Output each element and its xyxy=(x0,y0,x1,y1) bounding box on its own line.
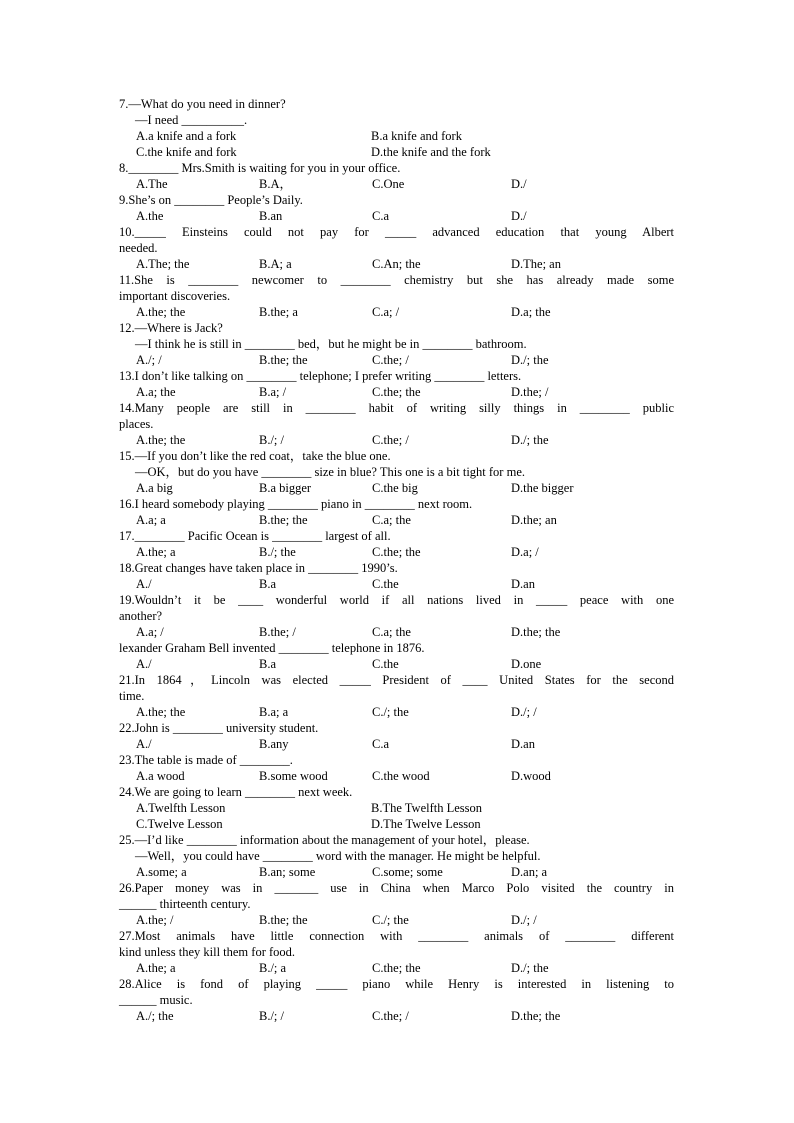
question-text-line: 12.—Where is Jack? xyxy=(119,321,223,335)
answer-option-b: B.an xyxy=(259,209,283,223)
question-q28 xyxy=(119,976,674,1024)
answer-option-a: A.the; a xyxy=(136,545,176,559)
answer-option-b: B.the; / xyxy=(259,625,296,639)
question-q13 xyxy=(119,368,674,400)
answer-option-d: D.one xyxy=(511,657,542,671)
answer-option-d: D.the; the xyxy=(511,1009,561,1023)
answer-option-b: B.a; / xyxy=(259,385,287,399)
question-text-line: 28.Alice is fond of playing _____ piano while Henry is interested in listening to xyxy=(119,977,674,991)
question-text-line: —OK，but do you have ________ size in blue? This one is a bit tight for me. xyxy=(135,465,525,479)
question-text-line: 22.John is ________ university student. xyxy=(119,721,319,735)
answer-option-a: A.the xyxy=(136,209,164,223)
answer-options xyxy=(119,256,674,272)
answer-option-a: A.the; the xyxy=(136,705,186,719)
question-text-line: 15.—If you don’t like the red coat，take the blue one. xyxy=(119,449,391,463)
answer-option-d: D.an xyxy=(511,737,535,751)
answer-options xyxy=(119,128,674,144)
answer-option-b: B.any xyxy=(259,737,289,751)
answer-option-c: C.the xyxy=(372,577,399,591)
answer-option-b: B./; a xyxy=(259,961,287,975)
answer-option-a: A.the; a xyxy=(136,961,176,975)
question-text-line: 27.Most animals have little connection with ________ animals of ________ different xyxy=(119,929,674,943)
answer-options xyxy=(119,304,674,320)
answer-option-a: A.a wood xyxy=(136,769,185,783)
answer-option-c: C.a xyxy=(372,209,390,223)
answer-option-c: C.Twelve Lesson xyxy=(136,817,223,831)
answer-option-c: C.a; the xyxy=(372,513,411,527)
answer-options xyxy=(119,432,674,448)
question-text-line: 26.Paper money was in _______ use in China when Marco Polo visited the country in xyxy=(119,881,674,895)
answer-option-a: A.the; the xyxy=(136,305,186,319)
answer-options xyxy=(119,208,674,224)
answer-option-d: D./; the xyxy=(511,433,549,447)
question-q10 xyxy=(119,224,674,272)
answer-option-b: B.The Twelfth Lesson xyxy=(371,801,483,815)
question-q9 xyxy=(119,192,674,224)
answer-option-d: D.the; / xyxy=(511,385,549,399)
answer-option-d: D./; the xyxy=(511,353,549,367)
question-text-line: 9.She’s on ________ People’s Daily. xyxy=(119,193,303,207)
answer-option-b: B.some wood xyxy=(259,769,328,783)
answer-option-d: D.The Twelve Lesson xyxy=(371,817,481,831)
answer-option-a: A./; / xyxy=(136,353,162,367)
answer-options xyxy=(119,704,674,720)
question-q21 xyxy=(119,672,674,720)
question-text-line: 24.We are going to learn ________ next week. xyxy=(119,785,353,799)
question-text-line: another? xyxy=(119,609,163,623)
answer-option-d: D.the bigger xyxy=(511,481,574,495)
question-text-line: 8.________ Mrs.Smith is waiting for you in your office. xyxy=(119,161,401,175)
answer-option-b: B.the; the xyxy=(259,513,308,527)
answer-option-b: B.the; a xyxy=(259,305,298,319)
answer-option-b: B.an; some xyxy=(259,865,316,879)
question-q14 xyxy=(119,400,674,448)
question-text-line: 23.The table is made of ________. xyxy=(119,753,293,767)
answer-option-d: D./; the xyxy=(511,961,549,975)
question-q20 xyxy=(119,640,674,672)
answer-options xyxy=(119,768,674,784)
answer-option-c: C.the; / xyxy=(372,353,409,367)
answer-option-a: A./; the xyxy=(136,1009,174,1023)
answer-options xyxy=(119,1008,674,1024)
answer-option-b: B.the; the xyxy=(259,913,308,927)
answer-option-a: A.Twelfth Lesson xyxy=(136,801,226,815)
answer-option-b: B.A; a xyxy=(259,257,292,271)
answer-option-d: D.a; / xyxy=(511,545,539,559)
answer-option-d: D.the; the xyxy=(511,625,561,639)
answer-option-b: B.a; a xyxy=(259,705,289,719)
question-q7 xyxy=(119,96,674,160)
answer-options xyxy=(119,544,674,560)
answer-option-c: C.the; / xyxy=(372,1009,409,1023)
answer-option-a: A.The; the xyxy=(136,257,190,271)
answer-option-c: C.One xyxy=(372,177,405,191)
answer-option-b: B.a xyxy=(259,577,277,591)
answer-option-a: A./ xyxy=(136,737,152,751)
question-text-line: needed. xyxy=(119,241,158,255)
answer-option-c: C.the wood xyxy=(372,769,430,783)
answer-option-c: C.some; some xyxy=(372,865,443,879)
question-q19 xyxy=(119,592,674,640)
question-text-line: time. xyxy=(119,689,145,703)
answer-option-a: A.some; a xyxy=(136,865,187,879)
question-text-line: —I need __________. xyxy=(135,113,248,127)
question-text-line: 13.I don’t like talking on ________ telephone; I prefer writing ________ letters. xyxy=(119,369,522,383)
answer-options xyxy=(119,144,674,160)
question-q16 xyxy=(119,496,674,528)
answer-options xyxy=(119,656,674,672)
question-text-line: 17.________ Pacific Ocean is ________ largest of all. xyxy=(119,529,391,543)
answer-option-c: C.the xyxy=(372,657,399,671)
question-q27 xyxy=(119,928,674,976)
answer-option-b: B.the; the xyxy=(259,353,308,367)
answer-option-d: D.wood xyxy=(511,769,551,783)
answer-options xyxy=(119,352,674,368)
answer-option-a: A.a; a xyxy=(136,513,166,527)
answer-option-d: D./ xyxy=(511,209,527,223)
question-text-line: important discoveries. xyxy=(119,289,231,303)
question-q23 xyxy=(119,752,674,784)
answer-option-a: A.a knife and a fork xyxy=(136,129,237,143)
question-text-line: —I think he is still in ________ bed，but he might be in ________ bathroom. xyxy=(135,337,527,351)
answer-option-c: C.the; the xyxy=(372,961,421,975)
answer-option-a: A./ xyxy=(136,657,152,671)
question-q17 xyxy=(119,528,674,560)
answer-option-d: D.The; an xyxy=(511,257,561,271)
answer-option-d: D.an xyxy=(511,577,535,591)
question-text-line: 11.She is ________ newcomer to ________ chemistry but she has already made some xyxy=(119,273,674,287)
answer-option-b: B./; / xyxy=(259,1009,285,1023)
question-text-line: kind unless they kill them for food. xyxy=(119,945,296,959)
question-text-line: lexander Graham Bell invented ________ telephone in 1876. xyxy=(119,641,425,655)
answer-options xyxy=(119,912,674,928)
question-text-line: 19.Wouldn’t it be ____ wonderful world if all nations lived in _____ peace with one xyxy=(119,593,674,607)
answer-options xyxy=(119,480,674,496)
answer-option-a: A.a; the xyxy=(136,385,176,399)
answer-option-d: D.a; the xyxy=(511,305,551,319)
answer-options xyxy=(119,736,674,752)
question-text-line: ______ music. xyxy=(119,993,193,1007)
answer-option-d: D./; / xyxy=(511,705,537,719)
answer-option-b: B.A， xyxy=(259,177,292,191)
answer-option-a: A.a; / xyxy=(136,625,164,639)
answer-option-c: C.a; / xyxy=(372,305,400,319)
question-q22 xyxy=(119,720,674,752)
answer-options xyxy=(119,384,674,400)
answer-option-b: B.a knife and fork xyxy=(371,129,462,143)
answer-option-b: B.a xyxy=(259,657,277,671)
answer-option-d: D.an; a xyxy=(511,865,548,879)
question-q25 xyxy=(119,832,674,880)
answer-option-c: C.a xyxy=(372,737,390,751)
answer-option-d: D.the knife and the fork xyxy=(371,145,491,159)
question-text-line: 21.In 1864，Lincoln was elected _____ President of ____ United States for the second xyxy=(119,673,674,687)
answer-option-c: C.the; the xyxy=(372,385,421,399)
answer-options xyxy=(119,576,674,592)
answer-option-b: B./; / xyxy=(259,433,285,447)
question-q26 xyxy=(119,880,674,928)
answer-option-d: D./; / xyxy=(511,913,537,927)
document-page xyxy=(119,96,674,1024)
answer-option-c: C.the; / xyxy=(372,433,409,447)
answer-option-a: A.a big xyxy=(136,481,173,495)
question-text-line: 25.—I’d like ________ information about the management of your hotel，please. xyxy=(119,833,530,847)
answer-option-a: A.the; / xyxy=(136,913,174,927)
question-text-line: places. xyxy=(119,417,154,431)
answer-option-a: A.The xyxy=(136,177,168,191)
question-q15 xyxy=(119,448,674,496)
answer-options xyxy=(119,624,674,640)
answer-option-c: C.the big xyxy=(372,481,418,495)
answer-option-c: C.An; the xyxy=(372,257,421,271)
question-text-line: —Well，you could have ________ word with the manager. He might be helpful. xyxy=(135,849,541,863)
answer-option-b: B./; the xyxy=(259,545,296,559)
question-text-line: 10._____ Einsteins could not pay for _____ advanced education that young Albert xyxy=(119,225,674,239)
answer-options xyxy=(119,800,674,816)
question-q12 xyxy=(119,320,674,368)
answer-options xyxy=(119,816,674,832)
question-q8 xyxy=(119,160,674,192)
question-text-line: 14.Many people are still in ________ habit of writing silly things in ________ public xyxy=(119,401,674,415)
answer-options xyxy=(119,960,674,976)
question-q11 xyxy=(119,272,674,320)
answer-option-d: D.the; an xyxy=(511,513,557,527)
answer-option-c: C.a; the xyxy=(372,625,411,639)
question-text-line: 16.I heard somebody playing ________ piano in ________ next room. xyxy=(119,497,473,511)
answer-option-d: D./ xyxy=(511,177,527,191)
answer-option-c: C.the knife and fork xyxy=(136,145,237,159)
question-text-line: ______ thirteenth century. xyxy=(119,897,251,911)
question-q24 xyxy=(119,784,674,832)
answer-option-c: C./; the xyxy=(372,913,409,927)
question-q18 xyxy=(119,560,674,592)
answer-option-c: C./; the xyxy=(372,705,409,719)
answer-option-a: A.the; the xyxy=(136,433,186,447)
answer-options xyxy=(119,176,674,192)
answer-options xyxy=(119,864,674,880)
answer-option-c: C.the; the xyxy=(372,545,421,559)
question-text-line: 7.—What do you need in dinner? xyxy=(119,97,286,111)
answer-option-b: B.a bigger xyxy=(259,481,312,495)
question-text-line: 18.Great changes have taken place in ________ 1990’s. xyxy=(119,561,398,575)
answer-option-a: A./ xyxy=(136,577,152,591)
answer-options xyxy=(119,512,674,528)
